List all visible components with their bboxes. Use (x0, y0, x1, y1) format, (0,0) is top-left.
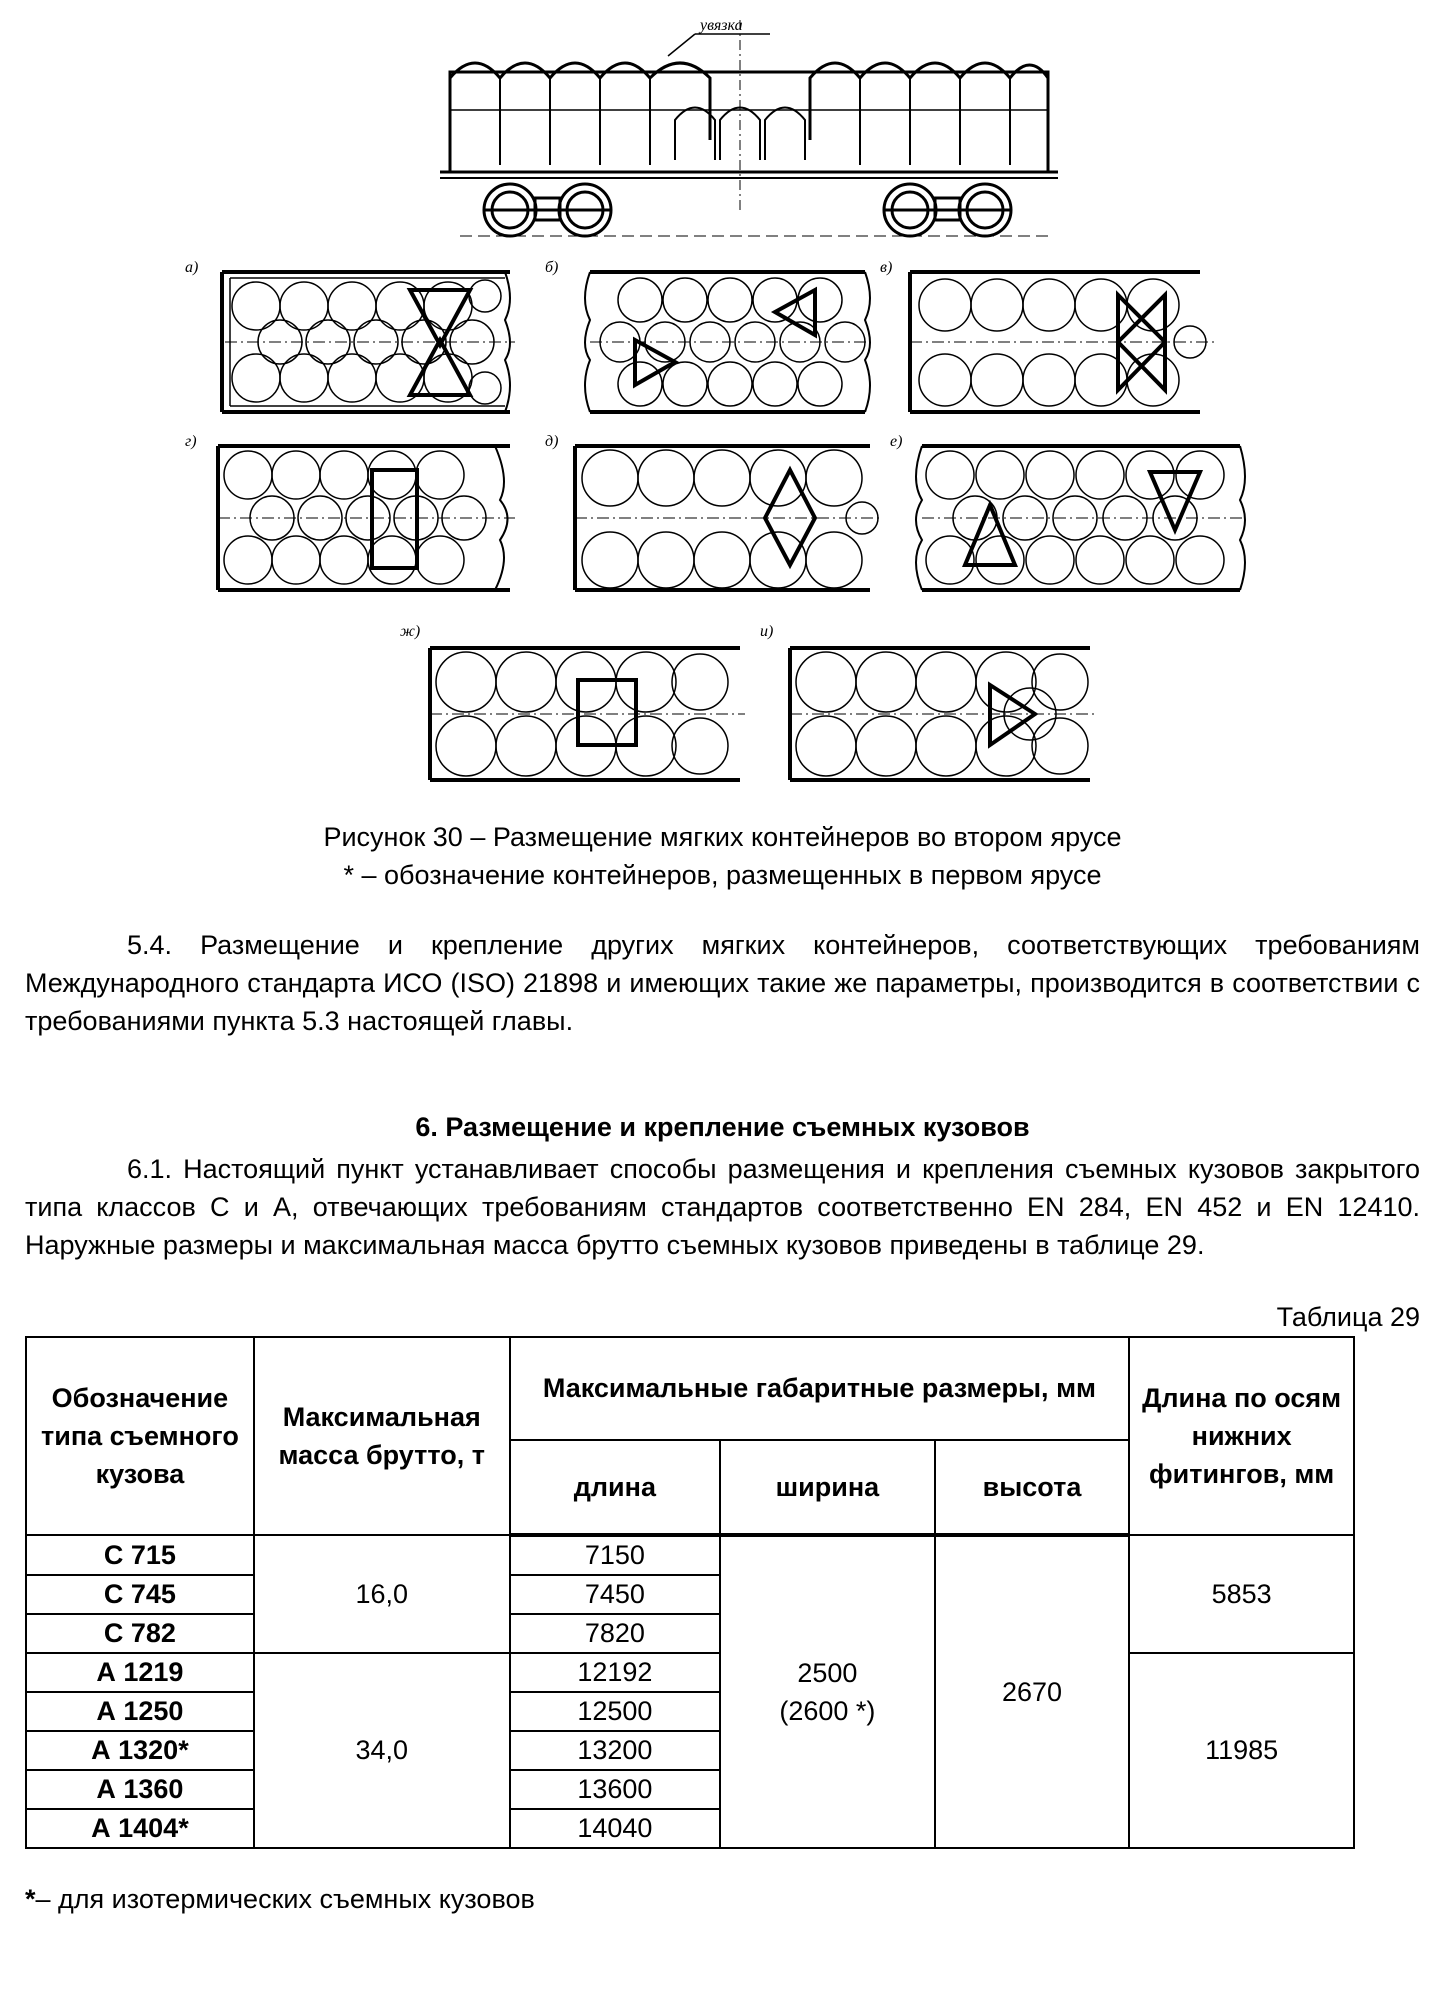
length-value: 12192 (510, 1653, 720, 1692)
panel-d (185, 433, 515, 590)
header-type: Обозначение типа съемного кузова (26, 1337, 254, 1535)
panel-b (545, 259, 870, 412)
wagon-side-view (440, 17, 1058, 236)
mass-value: 34,0 (254, 1653, 510, 1848)
figure-30 (0, 0, 1445, 800)
panel-g (400, 623, 745, 780)
type-code: А 1404* (26, 1809, 254, 1848)
panel-label-h: и) (760, 623, 774, 640)
panel-label-e: д) (545, 433, 559, 450)
type-code: А 1320* (26, 1731, 254, 1770)
height-value: 2670 (935, 1535, 1130, 1848)
table-footnote (25, 1884, 535, 1915)
type-code: А 1219 (26, 1653, 254, 1692)
panel-c (880, 259, 1215, 412)
header-mass: Максимальная масса брутто, т (254, 1337, 510, 1535)
type-code: А 1360 (26, 1770, 254, 1809)
length-value: 7150 (510, 1535, 720, 1575)
type-code: С 745 (26, 1575, 254, 1614)
fitting-value: 11985 (1129, 1653, 1354, 1848)
type-code: А 1250 (26, 1692, 254, 1731)
header-length: длина (510, 1440, 720, 1535)
panel-e (545, 433, 880, 590)
length-value: 13200 (510, 1731, 720, 1770)
table-caption: Таблица 29 (1276, 1302, 1420, 1332)
panel-f (890, 433, 1245, 590)
table-row (26, 1535, 1354, 1575)
footnote-star: * (25, 1884, 36, 1914)
paragraph-5-4: 5.4. Размещение и крепление других мягких контейнеров, соответствующих требованиям Международного стандарта ИСО (ISO) 21898 и имеющих такие же параметры, производится в соответствии с требованиями пункта 5.3 настоящей главы. (25, 930, 1420, 1036)
section-6-title: 6. Размещение и крепление съемных кузовов (415, 1112, 1030, 1142)
footnote-text: – для изотермических съемных кузовов (35, 1884, 535, 1914)
mass-value: 16,0 (254, 1535, 510, 1653)
table-29 (25, 1336, 1355, 1849)
width-value (720, 1535, 935, 1848)
length-value: 7450 (510, 1575, 720, 1614)
type-code: С 715 (26, 1535, 254, 1575)
header-height: высота (935, 1440, 1130, 1535)
length-value: 7820 (510, 1614, 720, 1653)
panel-label-c: в) (880, 259, 893, 276)
type-code: С 782 (26, 1614, 254, 1653)
wagon-label: увязка (700, 17, 743, 34)
table-row (26, 1653, 1354, 1692)
panel-label-b: б) (545, 259, 559, 276)
panel-a (185, 259, 515, 412)
paragraph-6-1: 6.1. Настоящий пункт устанавливает способы размещения и крепления съемных кузовов закрытого типа классов С и А, отвечающих требованиям стандартов соответственно EN 284, EN 452 и EN 12410. Наружные размеры и максимальная масса брутто съемных кузовов приведены в таблице 29. (25, 1154, 1420, 1260)
header-fitting: Длина по осям нижних фитингов, мм (1129, 1337, 1354, 1535)
panel-label-a: а) (185, 259, 199, 276)
figure-caption: Рисунок 30 – Размещение мягких контейнеров во втором ярусе (323, 822, 1122, 852)
width-alt: (2600 *) (779, 1696, 876, 1726)
panel-h (760, 623, 1095, 780)
fitting-value: 5853 (1129, 1535, 1354, 1653)
figure-caption-note: * – обозначение контейнеров, размещенных в первом ярусе (343, 860, 1102, 890)
width-main: 2500 (797, 1658, 858, 1688)
panel-label-g: ж) (400, 623, 421, 640)
header-width: ширина (720, 1440, 935, 1535)
length-value: 13600 (510, 1770, 720, 1809)
panel-label-d: г) (185, 433, 197, 450)
header-dims: Максимальные габаритные размеры, мм (510, 1337, 1130, 1440)
panel-label-f: е) (890, 433, 903, 450)
length-value: 12500 (510, 1692, 720, 1731)
length-value: 14040 (510, 1809, 720, 1848)
